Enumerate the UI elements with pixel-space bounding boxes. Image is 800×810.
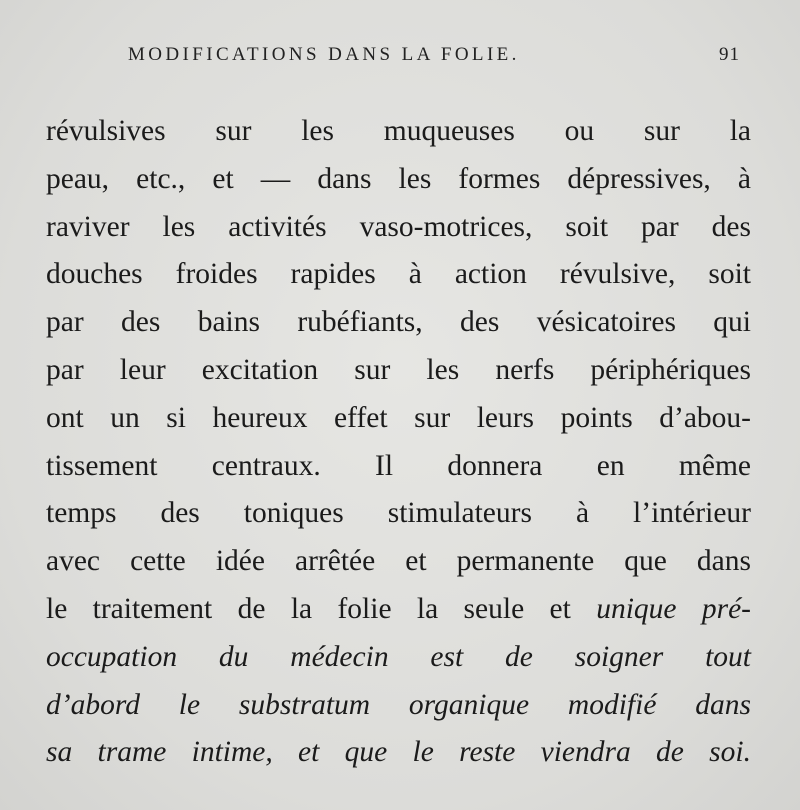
text-line bbox=[46, 108, 751, 156]
roman-text: peau, etc., et — dans les formes dépressives, à bbox=[46, 162, 751, 195]
text-line bbox=[46, 443, 751, 491]
roman-text: par leur excitation sur les nerfs périphériques bbox=[46, 353, 751, 386]
italic-text: occupation du médecin est de soigner tout bbox=[46, 640, 751, 673]
roman-text: tissement centraux. Il donnera en même bbox=[46, 449, 751, 482]
running-head-title: MODIFICATIONS DANS LA FOLIE. bbox=[128, 44, 520, 65]
page-number: 91 bbox=[719, 44, 740, 65]
italic-text: sa trame intime, et que le reste viendra de soi. bbox=[46, 736, 751, 769]
italic-text: d’abord le substratum organique modifié dans bbox=[46, 688, 751, 721]
text-line bbox=[46, 299, 751, 347]
text-line bbox=[46, 682, 751, 730]
body-paragraph bbox=[46, 108, 751, 777]
running-head bbox=[128, 44, 748, 74]
roman-text: révulsives sur les muqueuses ou sur la bbox=[46, 115, 751, 147]
text-line bbox=[46, 634, 751, 682]
text-line bbox=[46, 156, 751, 204]
roman-text: temps des toniques stimulateurs à l’intérieur bbox=[46, 497, 751, 530]
text-line bbox=[46, 204, 751, 252]
roman-text: par des bains rubéfiants, des vésicatoires qui bbox=[46, 306, 751, 339]
roman-text: ont un si heureux effet sur leurs points d’abou- bbox=[46, 401, 751, 434]
roman-text: raviver les activités vaso-motrices, soit par des bbox=[46, 210, 751, 243]
text-line bbox=[46, 347, 751, 395]
text-line bbox=[46, 251, 751, 299]
roman-text: le traitement de la folie la seule et bbox=[46, 592, 597, 625]
text-line bbox=[46, 729, 751, 777]
italic-text: unique pré- bbox=[596, 592, 752, 625]
roman-text: douches froides rapides à action révulsive, soit bbox=[46, 258, 751, 291]
text-line bbox=[46, 490, 751, 538]
roman-text: avec cette idée arrêtée et permanente que dans bbox=[46, 545, 751, 578]
text-line bbox=[46, 586, 751, 634]
text-line bbox=[46, 538, 751, 586]
text-line bbox=[46, 395, 751, 443]
